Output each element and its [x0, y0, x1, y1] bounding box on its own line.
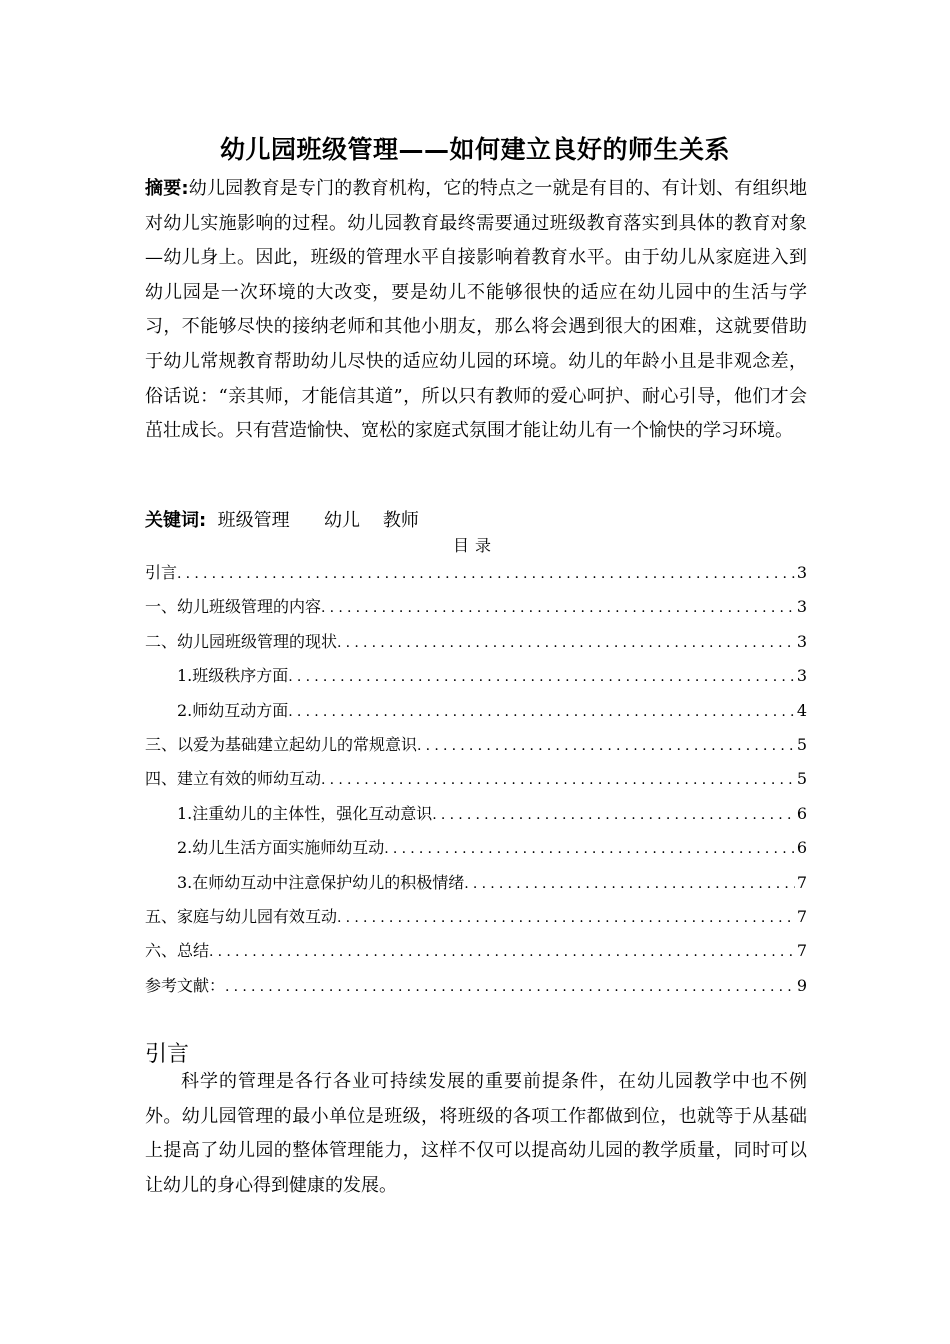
toc-entry-page: 6 — [796, 803, 807, 823]
toc-entry-intro[interactable] — [145, 556, 807, 590]
abstract-label: 摘要: — [145, 178, 189, 199]
toc-entry-page: 3 — [796, 631, 807, 651]
toc-entry-page: 5 — [796, 769, 807, 789]
toc-leader-dots — [225, 970, 795, 1003]
document-title: 幼儿园班级管理——如何建立良好的师生关系 — [219, 135, 730, 164]
toc-entry-section-1[interactable] — [145, 590, 807, 624]
table-of-contents — [145, 556, 807, 1003]
intro-paragraph: 科学的管理是各行各业可持续发展的重要前提条件，在幼儿园教学中也不例外。幼儿园管理的最小单位是班级，将班级的各项工作都做到位，也就等于从基础上提高了幼儿园的整体管理能力，这样不仅可以提高幼儿园的教学质量，同时可以让幼儿的身心得到健康的发展。 — [145, 1071, 807, 1196]
toc-leader-dots — [464, 867, 795, 900]
toc-entry-section-4[interactable] — [145, 762, 807, 796]
toc-entry-page: 3 — [796, 666, 807, 686]
toc-entry-text: 1.班级秩序方面 — [177, 666, 289, 686]
toc-entry-page: 6 — [796, 838, 807, 858]
toc-entry-text: 参考文献： — [145, 975, 226, 995]
toc-entry-text: 二、幼儿园班级管理的现状 — [145, 631, 338, 651]
toc-leader-dots — [337, 901, 795, 934]
toc-entry-references[interactable] — [145, 969, 807, 1003]
toc-entry-page: 4 — [796, 700, 807, 720]
toc-entry-section-5[interactable] — [145, 900, 807, 934]
toc-entry-text: 3.在师幼互动中注意保护幼儿的积极情绪 — [177, 872, 465, 892]
abstract-paragraph — [145, 172, 807, 449]
toc-entry-section-4-1[interactable] — [145, 797, 807, 831]
toc-leader-dots — [209, 935, 795, 968]
toc-leader-dots — [321, 763, 795, 796]
toc-leader-dots — [417, 729, 795, 762]
toc-entry-text: 四、建立有效的师幼互动 — [145, 769, 322, 789]
toc-leader-dots — [337, 626, 795, 659]
toc-entry-page: 9 — [796, 975, 807, 995]
intro-heading: 引言 — [145, 1042, 190, 1067]
toc-entry-text: 一、幼儿班级管理的内容 — [145, 597, 322, 617]
toc-leader-dots — [288, 695, 795, 728]
toc-entry-text: 2.师幼互动方面 — [177, 700, 289, 720]
toc-entry-section-4-3[interactable] — [145, 866, 807, 900]
toc-entry-text: 引言 — [145, 563, 178, 582]
toc-entry-section-6[interactable] — [145, 934, 807, 968]
toc-entry-section-2-2[interactable] — [145, 694, 807, 728]
toc-entry-text: 三、以爱为基础建立起幼儿的常规意识 — [145, 734, 418, 754]
toc-entry-page: 5 — [796, 734, 807, 754]
toc-leader-dots — [384, 832, 795, 865]
toc-entry-section-2-1[interactable] — [145, 659, 807, 693]
toc-leader-dots — [288, 660, 795, 693]
toc-entry-section-4-2[interactable] — [145, 831, 807, 865]
toc-entry-section-2[interactable] — [145, 625, 807, 659]
toc-entry-page: 7 — [796, 872, 807, 892]
keywords-text: 班级管理 幼儿 教师 — [206, 510, 419, 531]
toc-entry-page: 7 — [796, 906, 807, 926]
toc-leader-dots — [177, 557, 795, 590]
toc-entry-page: 3 — [796, 597, 807, 617]
toc-entry-text: 2.幼儿生活方面实施师幼互动 — [177, 838, 385, 858]
toc-heading: 目录 — [452, 536, 497, 555]
toc-entry-text: 六、总结 — [145, 941, 210, 961]
keywords-label: 关键词: — [145, 510, 207, 531]
toc-entry-page: 3 — [796, 563, 807, 582]
abstract-text: 幼儿园教育是专门的教育机构，它的特点之一就是有目的、有计划、有组织地对幼儿实施影响的过程。幼儿园教育最终需要通过班级教育落实到具体的教育对象—幼儿身上。因此，班级的管理水平自接影响着教育水平。由于幼儿从家庭进入到幼儿园是一次环境的大改变，要是幼儿不能够很快的适应在幼儿园中的生活与学习，不能够尽快的接纳老师和其他小朋友，那么将会遇到很大的困难，这就要借助于幼儿常规教育帮助幼儿尽快的适应幼儿园的环境。幼儿的年龄小且是非观念差，俗话说：“亲其师，才能信其道”，所以只有教师的爱心呵护、耐心引导，他们才会茁壮成长。只有营造愉快、宽松的家庭式氛围才能让幼儿有一个愉快的学习环境。 — [145, 178, 807, 442]
toc-entry-section-3[interactable] — [145, 728, 807, 762]
toc-entry-text: 五、家庭与幼儿园有效互动 — [145, 906, 338, 926]
toc-leader-dots — [432, 798, 795, 831]
toc-entry-text: 1.注重幼儿的主体性，强化互动意识 — [177, 803, 433, 823]
toc-entry-page: 7 — [796, 941, 807, 961]
keywords-line — [145, 506, 807, 536]
toc-leader-dots — [321, 591, 795, 624]
